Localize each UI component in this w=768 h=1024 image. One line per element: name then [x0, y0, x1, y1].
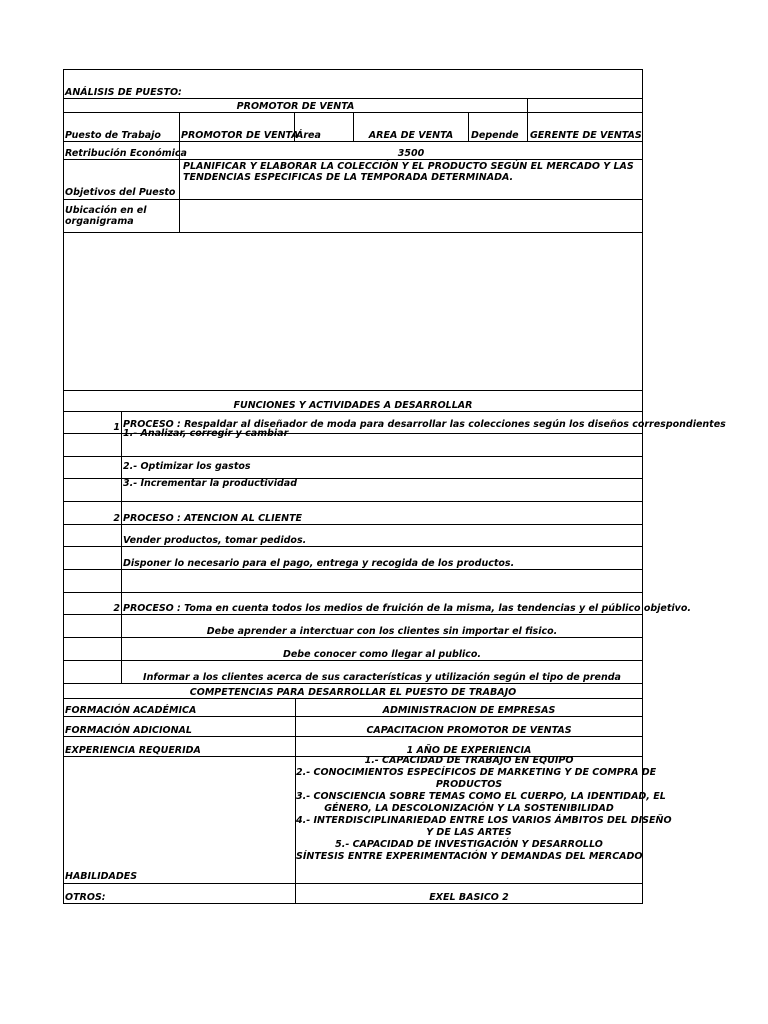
funcion-num-cell[interactable] [63, 411, 122, 434]
funcion-text-cell[interactable] [121, 433, 643, 457]
funcion-text: Informar a los clientes acerca de sus características y utilización según el tipo de prenda [143, 672, 621, 683]
funcion-num-cell[interactable] [63, 478, 122, 502]
funcion-text: PROCESO : ATENCION AL CLIENTE [123, 513, 303, 524]
funciones-title: FUNCIONES Y ACTIVIDADES A DESARROLLAR [233, 400, 473, 411]
ubicacion-label-cell[interactable] [63, 199, 180, 233]
funcion-num-cell[interactable] [63, 456, 122, 479]
formacion-academica-value: ADMINISTRACION DE EMPRESAS [382, 705, 556, 716]
funcion-text-cell[interactable] [121, 637, 643, 661]
habilidad-line: 3.- CONSCIENCIA SOBRE TEMAS COMO EL CUERPO, LA IDENTIDAD, EL [296, 791, 666, 802]
competencias-title: COMPETENCIAS PARA DESARROLLAR EL PUESTO DE TRABAJO [189, 687, 517, 698]
funcion-num-cell[interactable] [63, 592, 122, 615]
habilidad-line: SÍNTESIS ENTRE EXPERIMENTACIÓN Y DEMANDAS DEL MERCADO [296, 851, 643, 862]
otros-label-cell[interactable] [63, 883, 296, 904]
funcion-text-cell[interactable] [121, 546, 643, 570]
funcion-text-cell[interactable] [121, 524, 643, 547]
habilidades-value-cell[interactable] [295, 755, 672, 884]
funcion-text-cell[interactable] [121, 592, 691, 615]
funcion-num-cell[interactable] [63, 501, 122, 525]
objetivos-label: Objetivos del Puesto [65, 187, 176, 198]
habilidad-line: PRODUCTOS [435, 779, 503, 790]
experiencia-value-cell[interactable] [295, 736, 643, 757]
funcion-num-cell[interactable] [63, 546, 122, 570]
area-label-cell[interactable] [294, 112, 354, 142]
funcion-num-cell[interactable] [63, 433, 122, 457]
ubicacion-label: Ubicación en el organigrama [65, 205, 147, 227]
funcion-text-cell[interactable] [121, 478, 643, 502]
depende-label: Depende [471, 130, 519, 141]
subtitle-cell[interactable] [63, 98, 528, 113]
ubicacion-value-cell[interactable] [179, 199, 643, 233]
retribucion-value: 3500 [397, 148, 425, 159]
funcion-num: 1 [113, 422, 120, 433]
funcion-num-cell[interactable] [63, 660, 122, 684]
habilidad-line: 2.- CONOCIMIENTOS ESPECÍFICOS DE MARKETING Y DE COMPRA DE [296, 767, 657, 778]
formacion-adicional-label-cell[interactable] [63, 716, 296, 737]
habilidad-line: Y DE LAS ARTES [426, 827, 512, 838]
depende-value-cell[interactable] [527, 112, 643, 142]
otros-value-cell[interactable] [295, 883, 643, 904]
funcion-text-cell[interactable] [121, 501, 643, 525]
objetivos-line-1: PLANIFICAR Y ELABORAR LA COLECCIÓN Y EL PRODUCTO SEGÚN EL MERCADO Y LAS [183, 161, 634, 172]
funcion-num-cell[interactable] [63, 614, 122, 638]
funcion-text-cell[interactable] [121, 456, 643, 489]
funcion-text: Vender productos, tomar pedidos. [123, 535, 307, 546]
formacion-academica-label: FORMACIÓN ACADÉMICA [65, 705, 197, 716]
competencias-title-cell[interactable] [63, 683, 643, 699]
habilidad-line: 5.- CAPACIDAD DE INVESTIGACIÓN Y DESARROLLO [335, 839, 603, 850]
objetivos-label-cell[interactable] [63, 159, 180, 200]
experiencia-label-cell[interactable] [63, 736, 296, 757]
funcion-text-cell[interactable] [121, 411, 726, 439]
funcion-text: Debe conocer como llegar al publico. [282, 649, 482, 660]
retribucion-value-cell[interactable] [179, 141, 643, 160]
habilidad-line: 1.- CAPACIDAD DE TRABAJO EN EQUIPO [364, 755, 574, 766]
habilidades-label: HABILIDADES [65, 871, 138, 882]
funcion-text: PROCESO : Toma en cuenta todos los medios de fruición de la misma, las tendencias y el público objetivo. [123, 603, 691, 614]
puesto-value: PROMOTOR DE VENTA [181, 130, 299, 141]
habilidad-line: GÉNERO, LA DESCOLONIZACIÓN Y LA SOSTENIBILIDAD [324, 803, 614, 814]
habilidad-line: 4.- INTERDISCIPLINARIEDAD ENTRE LOS VARIOS ÁMBITOS DEL DISEÑO [296, 815, 672, 826]
area-value: AREA DE VENTA [368, 130, 454, 141]
organigrama-area[interactable] [63, 232, 643, 391]
funcion-text: Debe aprender a interctuar con los clientes sin importar el fisico. [206, 626, 558, 637]
funcion-num-cell[interactable] [63, 569, 122, 593]
objetivos-line-2: TENDENCIAS ESPECIFICAS DE LA TEMPORADA DETERMINADA. [183, 172, 514, 183]
puesto-value-cell[interactable] [179, 112, 299, 142]
empty-cell[interactable] [527, 98, 643, 113]
sheet-subtitle: PROMOTOR DE VENTA [236, 101, 355, 112]
area-label: Área [296, 130, 321, 141]
depende-label-cell[interactable] [468, 112, 528, 142]
retribucion-label: Retribución Económica [65, 148, 187, 159]
job-analysis-sheet [63, 69, 726, 904]
funcion-text-cell[interactable] [121, 569, 643, 593]
funcion-num-cell[interactable] [63, 637, 122, 661]
formacion-adicional-label: FORMACIÓN ADICIONAL [65, 725, 192, 736]
funcion-text: PROCESO : Respaldar al diseñador de moda para desarrollar las colecciones según los diseños correspondientes [123, 419, 726, 430]
puesto-label: Puesto de Trabajo [65, 130, 161, 141]
formacion-adicional-value-cell[interactable] [295, 716, 643, 737]
depende-value: GERENTE DE VENTAS [530, 130, 642, 141]
funcion-text: 2.- Optimizar los gastos [123, 461, 251, 472]
funcion-num: 2 [113, 603, 120, 614]
otros-value: EXEL BASICO 2 [429, 892, 509, 903]
formacion-academica-value-cell[interactable] [295, 698, 643, 717]
puesto-label-cell[interactable] [63, 112, 180, 142]
sheet-title: ANÁLISIS DE PUESTO: [65, 87, 182, 98]
funcion-text: 3.- Incrementar la productividad [123, 478, 298, 489]
habilidades-label-cell[interactable] [63, 756, 296, 884]
otros-label: OTROS: [65, 892, 106, 903]
formacion-adicional-value: CAPACITACION PROMOTOR DE VENTAS [366, 725, 572, 736]
sheet-title-cell[interactable] [63, 69, 643, 99]
funcion-num: 2 [113, 513, 120, 524]
experiencia-label: EXPERIENCIA REQUERIDA [65, 745, 201, 756]
area-value-cell[interactable] [353, 112, 469, 142]
funcion-text: 1.- Analizar, corregir y cambiar [123, 428, 289, 439]
formacion-academica-label-cell[interactable] [63, 698, 296, 717]
funcion-text-cell[interactable] [121, 614, 643, 638]
retribucion-label-cell[interactable] [63, 141, 187, 160]
funcion-text: Disponer lo necesario para el pago, entrega y recogida de los productos. [123, 558, 515, 569]
funcion-num-cell[interactable] [63, 524, 122, 547]
funcion-text-cell[interactable] [121, 660, 643, 684]
funciones-title-cell[interactable] [63, 390, 643, 412]
experiencia-value: 1 AÑO DE EXPERIENCIA [406, 745, 532, 756]
objetivos-value-cell[interactable] [179, 159, 643, 200]
